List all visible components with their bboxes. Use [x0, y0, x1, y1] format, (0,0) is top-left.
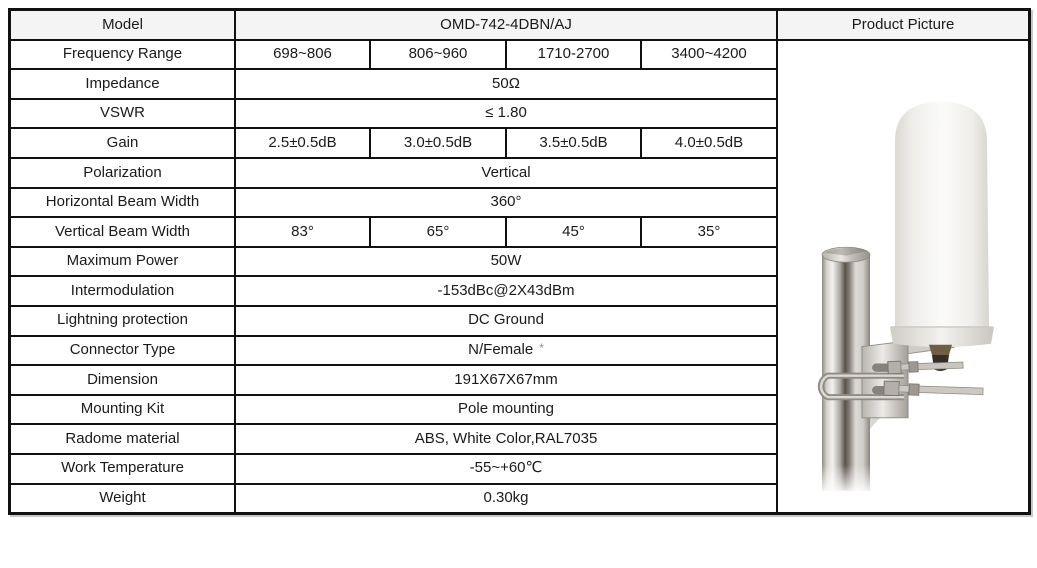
spec-value: -153dBc@2X43dBm: [235, 276, 777, 306]
spec-label: Gain: [10, 128, 235, 158]
spec-value: 4.0±0.5dB: [641, 128, 777, 158]
header-row: [10, 10, 1029, 40]
spec-value: DC Ground: [235, 306, 777, 336]
spec-label: Weight: [10, 484, 235, 514]
spec-label: Frequency Range: [10, 40, 235, 70]
spec-label: Impedance: [10, 69, 235, 99]
spec-value: 45°: [506, 217, 641, 247]
spec-value: ABS, White Color,RAL7035: [235, 424, 777, 454]
spec-value: 360°: [235, 188, 777, 218]
spec-label: Horizontal Beam Width: [10, 188, 235, 218]
spec-value: Pole mounting: [235, 395, 777, 425]
spec-value: 3400~4200: [641, 40, 777, 70]
spec-value: 0.30kg: [235, 484, 777, 514]
spec-value: Vertical: [235, 158, 777, 188]
spec-value: 191X67X67mm: [235, 365, 777, 395]
spec-value: 3.5±0.5dB: [506, 128, 641, 158]
spec-value: 50Ω: [235, 69, 777, 99]
spec-label: Intermodulation: [10, 276, 235, 306]
model-label: Model: [10, 10, 235, 40]
antenna-radome: [890, 102, 994, 371]
footnote-asterisk: *: [539, 341, 544, 356]
spec-label: Dimension: [10, 365, 235, 395]
product-photo: [777, 40, 1029, 514]
spec-value: 1710-2700: [506, 40, 641, 70]
spec-label: VSWR: [10, 99, 235, 129]
antenna-spec-sheet: [8, 8, 1031, 515]
connector-value: N/Female: [468, 341, 534, 359]
spec-value: 698~806: [235, 40, 370, 70]
spec-label: Connector Type: [10, 336, 235, 366]
spec-label: Radome material: [10, 424, 235, 454]
spec-value: ≤ 1.80: [235, 99, 777, 129]
spec-label: Polarization: [10, 158, 235, 188]
spec-value: 50W: [235, 247, 777, 277]
spec-value: -55~+60℃: [235, 454, 777, 484]
spec-label: Mounting Kit: [10, 395, 235, 425]
spec-label: Work Temperature: [10, 454, 235, 484]
spec-value: [235, 336, 777, 366]
spec-row-frequency-range: [10, 40, 1029, 70]
spec-value: 806~960: [370, 40, 506, 70]
spec-table: [8, 8, 1031, 515]
spec-value: 83°: [235, 217, 370, 247]
spec-value: 35°: [641, 217, 777, 247]
spec-label: Maximum Power: [10, 247, 235, 277]
spec-value: 65°: [370, 217, 506, 247]
picture-label: Product Picture: [777, 10, 1029, 40]
spec-value: 2.5±0.5dB: [235, 128, 370, 158]
product-photo-illustration: [778, 41, 1028, 513]
spec-label: Vertical Beam Width: [10, 217, 235, 247]
spec-value: 3.0±0.5dB: [370, 128, 506, 158]
spec-label: Lightning protection: [10, 306, 235, 336]
model-value: OMD-742-4DBN/AJ: [235, 10, 777, 40]
